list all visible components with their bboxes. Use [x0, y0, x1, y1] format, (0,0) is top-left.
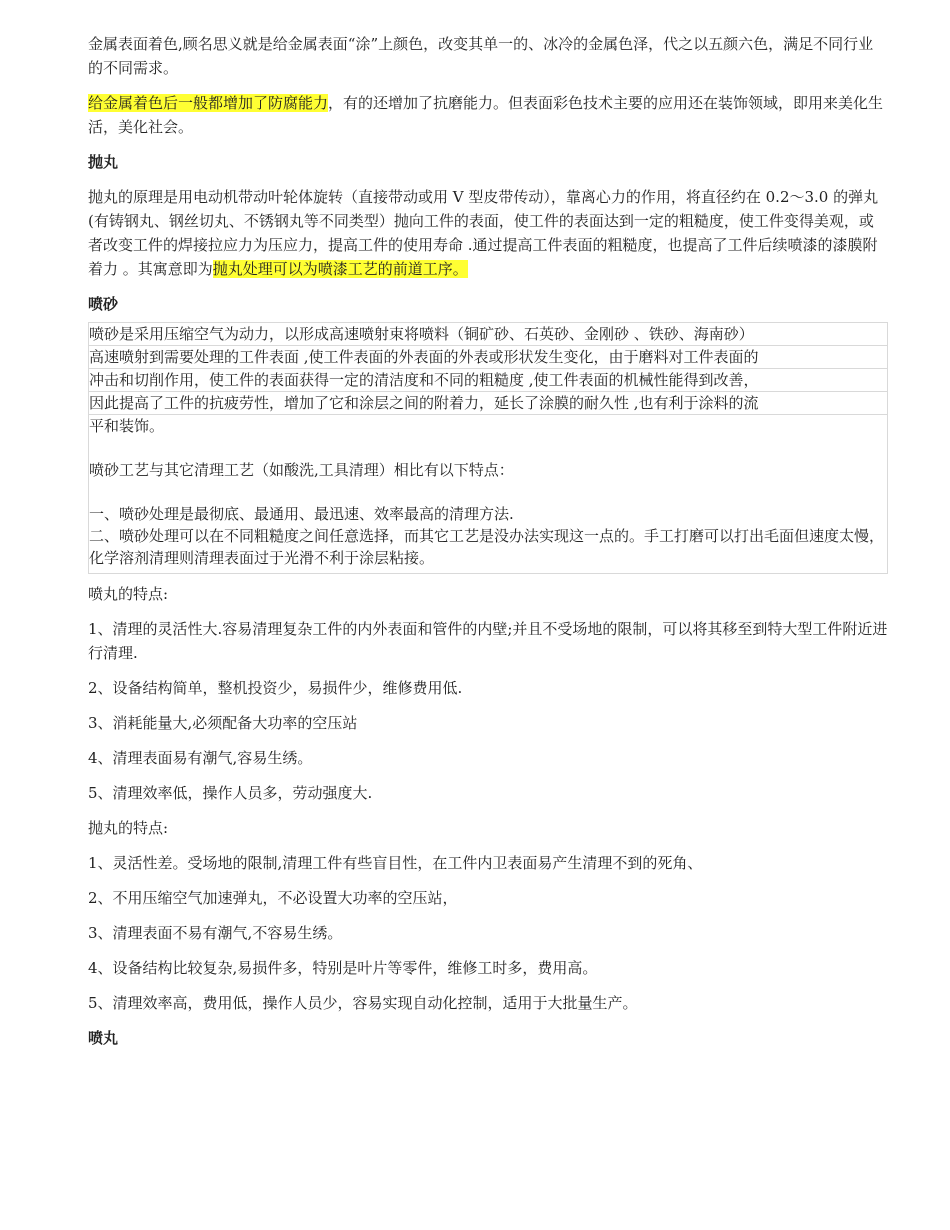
- document-body: [88, 32, 888, 1050]
- coloring-paragraph-rest: ，有的还增加了抗磨能力。但表面彩色技术主要的应用还在装饰领域，即用来美化生活，美化社会。: [88, 94, 884, 136]
- intro-paragraph: 金属表面着色,顾名思义就是给金属表面“涂”上颜色，改变其单一的、冰冷的金属色泽，代之以五颜六色，满足不同行业的不同需求。: [88, 35, 874, 77]
- box-line: 高速喷射到需要处理的工件表面 ,使工件表面的外表面的外表或形状发生变化，由于磨料对工件表面的: [89, 346, 887, 369]
- list-item: 4、清理表面易有潮气,容易生绣。: [88, 749, 313, 767]
- list-item: 2、不用压缩空气加速弹丸，不必设置大功率的空压站，: [88, 889, 458, 907]
- list-item: 4、设备结构比较复杂,易损件多，特别是叶片等零件，维修工时多，费用高。: [88, 959, 598, 977]
- list-item: 3、消耗能量大,必须配备大功率的空压站: [88, 714, 358, 732]
- heading-pensha: 喷砂: [88, 295, 119, 313]
- list-item: 1、清理的灵活性大.容易清理复杂工件的内外表面和管件的内壁;并且不受场地的限制，可以将其移至到特大型工件附近进行清理.: [88, 620, 888, 662]
- pensha-text-box: [88, 322, 888, 574]
- paowan-principle-text: 抛丸的原理是用电动机带动叶轮体旋转（直接带动或用 V 型皮带传动），靠离心力的作用，将直径约在 0.2～3.0 的弹丸(有铸钢丸、钢丝切丸、不锈钢丸等不同类型）抛向工件的表面，使工件的表面达到一定的粗糙度，使工件变得美观，或者改变工件的焊接拉应力为压应力，提高工件的使用寿命 .通过提高工件表面的粗糙度，也提高了工件后续喷漆的漆膜附着力 。其寓意即为: [88, 188, 879, 278]
- list-item: 5、清理效率低，操作人员多，劳动强度大.: [88, 784, 373, 802]
- coloring-paragraph: [88, 91, 888, 139]
- box-line: 冲击和切削作用，使工件的表面获得一定的清洁度和不同的粗糙度 ,使工件表面的机械性能得到改善，: [89, 369, 887, 392]
- compare-intro: 喷砂工艺与其它清理工艺（如酸洗,工具清理）相比有以下特点：: [89, 461, 514, 479]
- list-item: 2、设备结构简单，整机投资少，易损件少，维修费用低.: [88, 679, 463, 697]
- pensha-point-2: 二、喷砂处理可以在不同粗糙度之间任意选择，而其它工艺是没办法实现这一点的。手工打磨可以打出毛面但速度太慢，化学溶剂清理则清理表面过于光滑不利于涂层粘接。: [89, 527, 885, 567]
- heading-paowan: 抛丸: [88, 153, 119, 171]
- list-item: 5、清理效率高，费用低，操作人员少，容易实现自动化控制，适用于大批量生产。: [88, 994, 638, 1012]
- box-line: 喷砂是采用压缩空气为动力，以形成高速喷射束将喷料（铜矿砂、石英砂、金刚砂 、铁砂、海南砂）: [89, 323, 887, 346]
- paowan-principle-paragraph: [88, 185, 888, 281]
- list-item: 3、清理表面不易有潮气,不容易生绣。: [88, 924, 343, 942]
- list-item: 1、灵活性差。受场地的限制,清理工件有些盲目性，在工件内卫表面易产生清理不到的死角、: [88, 854, 703, 872]
- penwan-features-title: 喷丸的特点:: [88, 585, 169, 603]
- highlighted-text: 给金属着色后一般都增加了防腐能力: [88, 94, 329, 112]
- box-line: 因此提高了工件的抗疲劳性，增加了它和涂层之间的附着力，延长了涂膜的耐久性 ,也有利于涂料的流: [89, 392, 887, 415]
- pensha-point-1: 一、喷砂处理是最彻底、最通用、最迅速、效率最高的清理方法.: [89, 505, 514, 523]
- box-tail: 平和装饰。: [89, 417, 165, 435]
- highlighted-text: 抛丸处理可以为喷漆工艺的前道工序。: [212, 260, 468, 278]
- paowan-features-title: 抛丸的特点:: [88, 819, 169, 837]
- heading-penwan: 喷丸: [88, 1029, 119, 1047]
